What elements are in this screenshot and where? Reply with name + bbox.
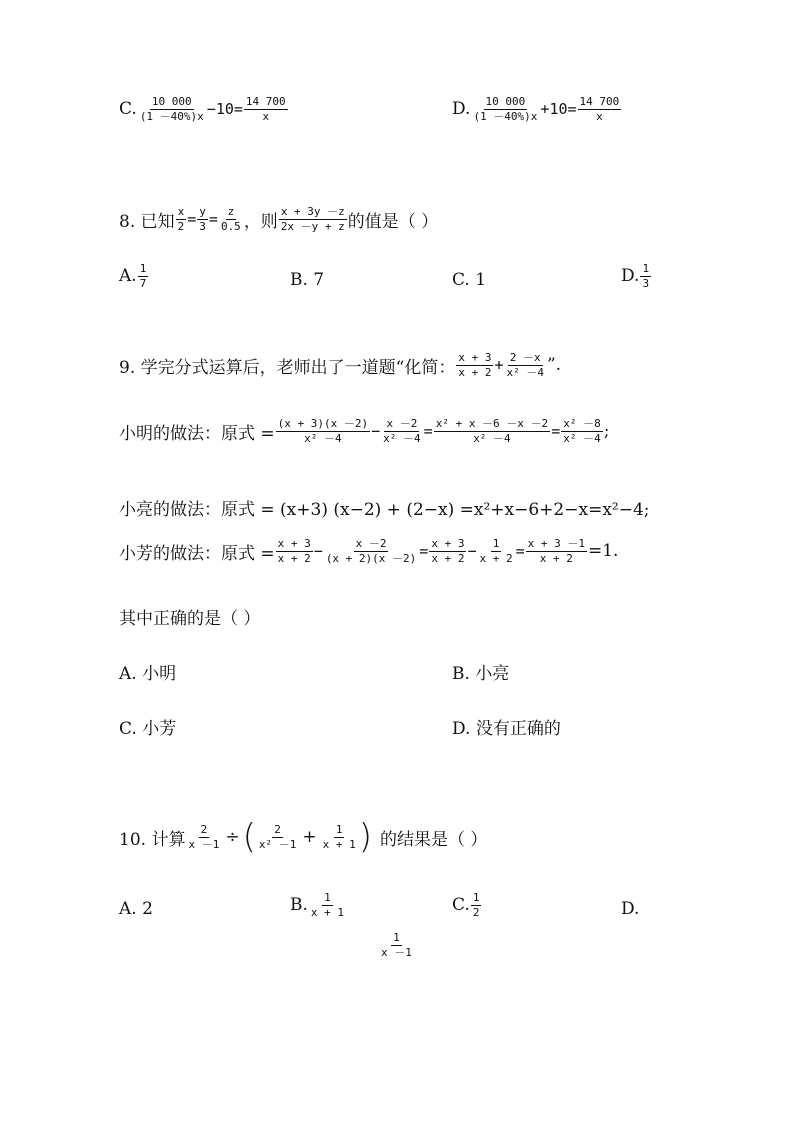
fraction: $\frac{10 000}{(1 -40\%)x}$ xyxy=(473,95,538,123)
fraction: $\frac{x + 3}{x + 2}$ xyxy=(277,537,311,565)
fraction: $\frac{z}{0.5}$ xyxy=(220,205,241,233)
fraction: $\frac{x + 3}{x + 2}$ xyxy=(458,351,492,379)
q7-option-c[interactable] xyxy=(119,96,289,122)
option-label: C. xyxy=(119,99,137,120)
fraction: $\frac{2 -x}{\text{x² －4}}$ xyxy=(506,351,544,379)
fraction: $\frac{1}{x -1}$ xyxy=(381,931,412,959)
fraction: $\frac{1}{x + 1}$ xyxy=(322,822,356,851)
fraction: $\frac{2}{\text{x² －1}}$ xyxy=(258,822,297,851)
fraction: $\frac{\text{x² －8}}{\text{x² －4}}$ xyxy=(563,417,601,445)
fraction: $\frac{1}{x + 2}$ xyxy=(479,537,513,565)
q9-option-d[interactable]: D. 没有正确的 xyxy=(452,719,561,739)
fraction: $\frac{x}{2}$ xyxy=(177,205,185,233)
option-label: D. xyxy=(452,99,471,120)
q10-option-b[interactable]: B. $\frac{1}{x + 1}$ xyxy=(290,891,345,919)
fraction: $\frac{x -2}{(x + 2)(x -2)}$ xyxy=(325,537,417,565)
q9-xiaoliang-method: 小亮的做法：原式 = (x+3) (x−2) + (2−x) =x²+x−6+2−x=x²−4; xyxy=(119,500,650,520)
q8-option-a[interactable]: A. $\frac{1}{7}$ xyxy=(119,262,147,290)
q9-question: 其中正确的是（ ） xyxy=(119,609,261,629)
q8-option-b[interactable]: B. 7 xyxy=(290,270,325,290)
fraction: $\frac{1}{x + 1}$ xyxy=(310,891,345,919)
q9-option-b[interactable]: B. 小亮 xyxy=(452,664,510,684)
fraction: $\frac{1}{7}$ xyxy=(139,262,147,290)
q10-option-d[interactable]: D. xyxy=(621,899,640,919)
fraction: $\frac{1}{3}$ xyxy=(642,262,650,290)
fraction: $\frac{x + 3}{x + 2}$ xyxy=(431,537,465,565)
q9-option-c[interactable]: C. 小芳 xyxy=(119,719,177,739)
fraction: $\frac{\text{x² + x －6 －x －2}}{\text{x² －4}}$ xyxy=(435,417,549,445)
q10-stem: 10. 计算 $\frac{2}{x -1}$ ÷ ( $\frac{2}{\text{x² －1}}$ + $\frac{1}{x + 1}$ ) 的结果是（ ） xyxy=(119,817,488,857)
fraction: $\frac{1}{2}$ xyxy=(472,891,480,919)
q8-prefix: 8. 已知 xyxy=(119,211,175,232)
q9-stem: 9. 学完分式运算后，老师出了一道题“化简： $\frac{x + 3}{x + 2}$ + $\frac{2 -x}{\text{x² －4}}$ ”. xyxy=(119,351,562,379)
q10-option-c[interactable]: C. $\frac{1}{2}$ xyxy=(452,891,480,919)
fraction: $\frac{y}{3}$ xyxy=(199,205,206,233)
fraction: $\frac{x + 3 -1}{x + 2}$ xyxy=(527,537,585,565)
q9-xiaofang-method: 小芳的做法：原式 = $\frac{x + 3}{x + 2}$ − $\frac{x -2}{(x + 2)(x -2)}$ = $\frac{x + 3}{x + 2}$ − $\frac{1}{x + 2}$ = $\frac{x + 3 -1}{x + 2}$ =1. xyxy=(119,537,619,565)
fraction: $\frac{(x + 3)(x -2)}{\text{x² －4}}$ xyxy=(277,417,369,445)
q8-option-d[interactable]: D. $\frac{1}{3}$ xyxy=(621,262,650,290)
operator: +10= xyxy=(540,100,577,119)
operator: −10= xyxy=(206,100,243,119)
q8-stem: 8. 已知 $\frac{x}{2}$ = $\frac{y}{3}$ = $\frac{z}{0.5}$ ，则 $\frac{x + 3y -z}{2x -y + z}$ 的值是（ ） xyxy=(119,205,439,233)
left-paren: ( xyxy=(242,817,256,857)
right-paren: ) xyxy=(358,817,372,857)
fraction: $\frac{10 000}{(1 -40\%)x}$ xyxy=(139,95,204,123)
q9-option-a[interactable]: A. 小明 xyxy=(119,664,177,684)
fraction: $\frac{14 700}{x}$ xyxy=(579,95,620,123)
q7-option-d[interactable] xyxy=(452,96,622,122)
q10-option-a[interactable]: A. 2 xyxy=(119,899,153,919)
fraction: $\frac{2}{x -1}$ xyxy=(188,822,220,851)
fraction: $\frac{x + 3y -z}{2x -y + z}$ xyxy=(280,205,345,233)
q9-xiaoming-method: 小明的做法：原式 = $\frac{(x + 3)(x -2)}{\text{x² －4}}$ − $\frac{x -2}{\text{x² －4}}$ = $\frac{\text{x² + x －6 －x －2}}{\text{x² －4}}$ = $\frac{\text{x² －8}}{\text{x² －4}}$ ; xyxy=(119,417,610,445)
q10-option-d-fraction xyxy=(378,932,415,958)
fraction: $\frac{x -2}{\text{x² －4}}$ xyxy=(383,417,421,445)
q8-option-c[interactable]: C. 1 xyxy=(452,270,487,290)
fraction: $\frac{14 700}{x}$ xyxy=(245,95,286,123)
